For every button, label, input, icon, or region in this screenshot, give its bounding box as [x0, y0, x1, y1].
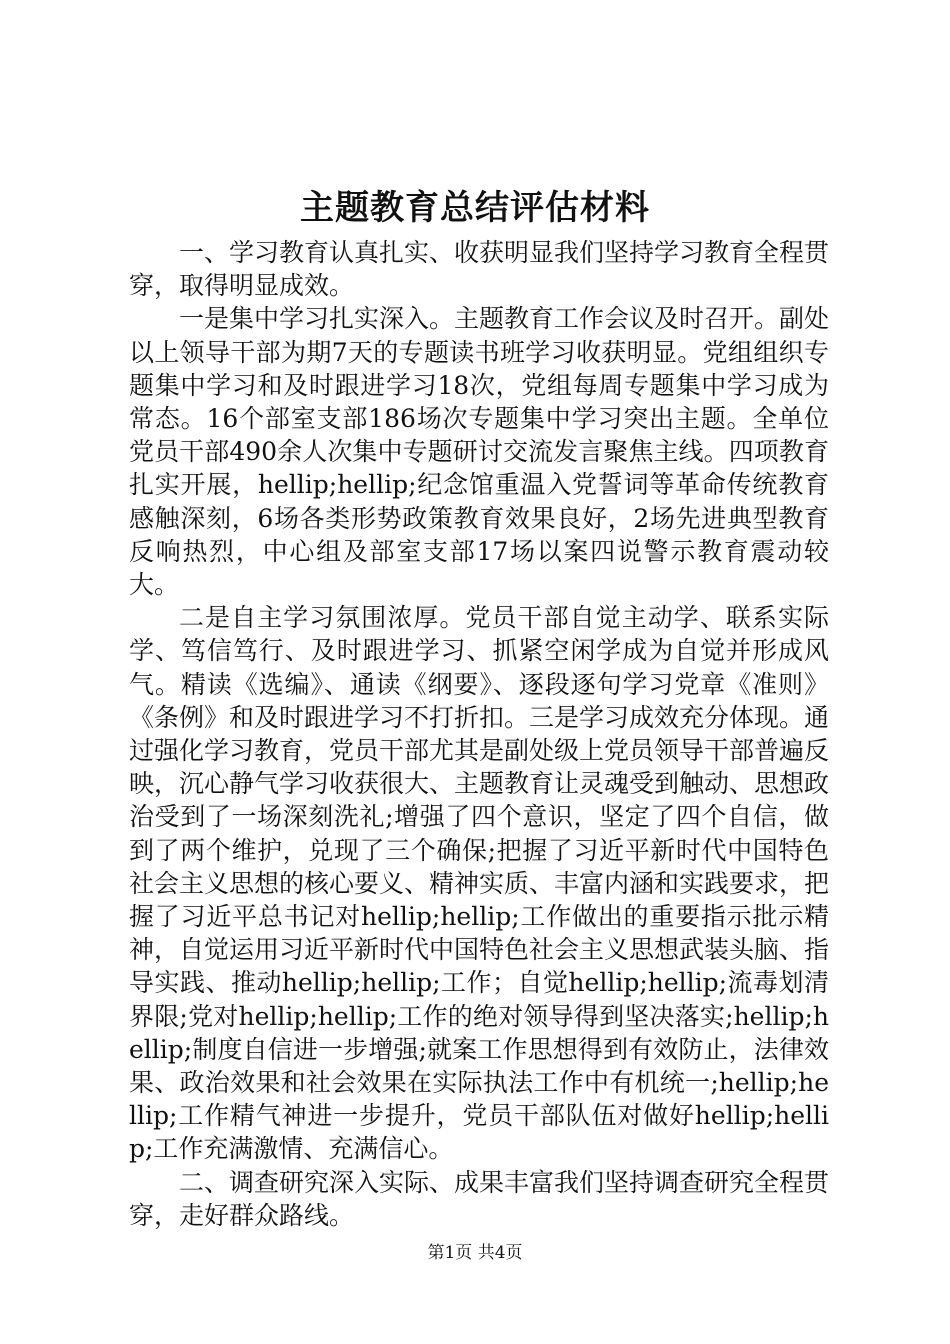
paragraph-3: 二是自主学习氛围浓厚。党员干部自觉主动学、联系实际学、笃信笃行、及时跟进学习、抓紧空闲学成为自觉并形成风气。精读《选编》、通读《纲要》、逐段逐句学习党章《准则》《条例》和及时跟进学习不打折扣。三是学习成效充分体现。通过强化学习教育，党员干部尤其是副处级上党员领导干部普遍反映，沉心静气学习收获很大、主题教育让灵魂受到触动、思想政治受到了一场深刻洗礼;增强了四个意识，坚定了四个自信，做到了两个维护，兑现了三个确保;把握了习近平新时代中国特色社会主义思想的核心要义、精神实质、丰富内涵和实践要求，把握了习近平总书记对hellip;hellip;工作做出的重要指示批示精神，自觉运用习近平新时代中国特色社会主义思想武装头脑、指导实践、推动hellip;hellip;工作；自觉hellip;hellip;流毒划清界限;党对hellip;hellip;工作的绝对领导得到坚决落实;hellip;hellip;制度自信进一步增强;就案工作思想得到有效防止，法律效果、政治效果和社会效果在实际执法工作中有机统一;hellip;hellip;工作精气神进一步提升，党员干部队伍对做好hellip;hellip;工作充满激情、充满信心。	[129, 603, 830, 1164]
document-title: 主题教育总结评估材料	[300, 188, 650, 228]
document-body	[129, 236, 829, 1232]
paragraph-4: 二、调查研究深入实际、成果丰富我们坚持调查研究全程贯穿，走好群众路线。	[129, 1167, 830, 1230]
paragraph-1: 一、学习教育认真扎实、收获明显我们坚持学习教育全程贯穿，取得明显成效。	[129, 238, 830, 301]
paragraph-2: 一是集中学习扎实深入。主题教育工作会议及时召开。副处以上领导干部为期7天的专题读书班学习收获明显。党组组织专题集中学习和及时跟进学习18次，党组每周专题集中学习成为常态。16个部室支部186场次专题集中学习突出主题。全单位党员干部490余人次集中专题研讨交流发言聚焦主线。四项教育扎实开展，hellip;hellip;纪念馆重温入党誓词等革命传统教育感触深刻，6场各类形势政策教育效果良好，2场先进典型教育反响热烈，中心组及部室支部17场以案四说警示教育震动较大。	[129, 304, 830, 600]
page-number-footer: 第1页 共4页	[427, 1243, 523, 1263]
